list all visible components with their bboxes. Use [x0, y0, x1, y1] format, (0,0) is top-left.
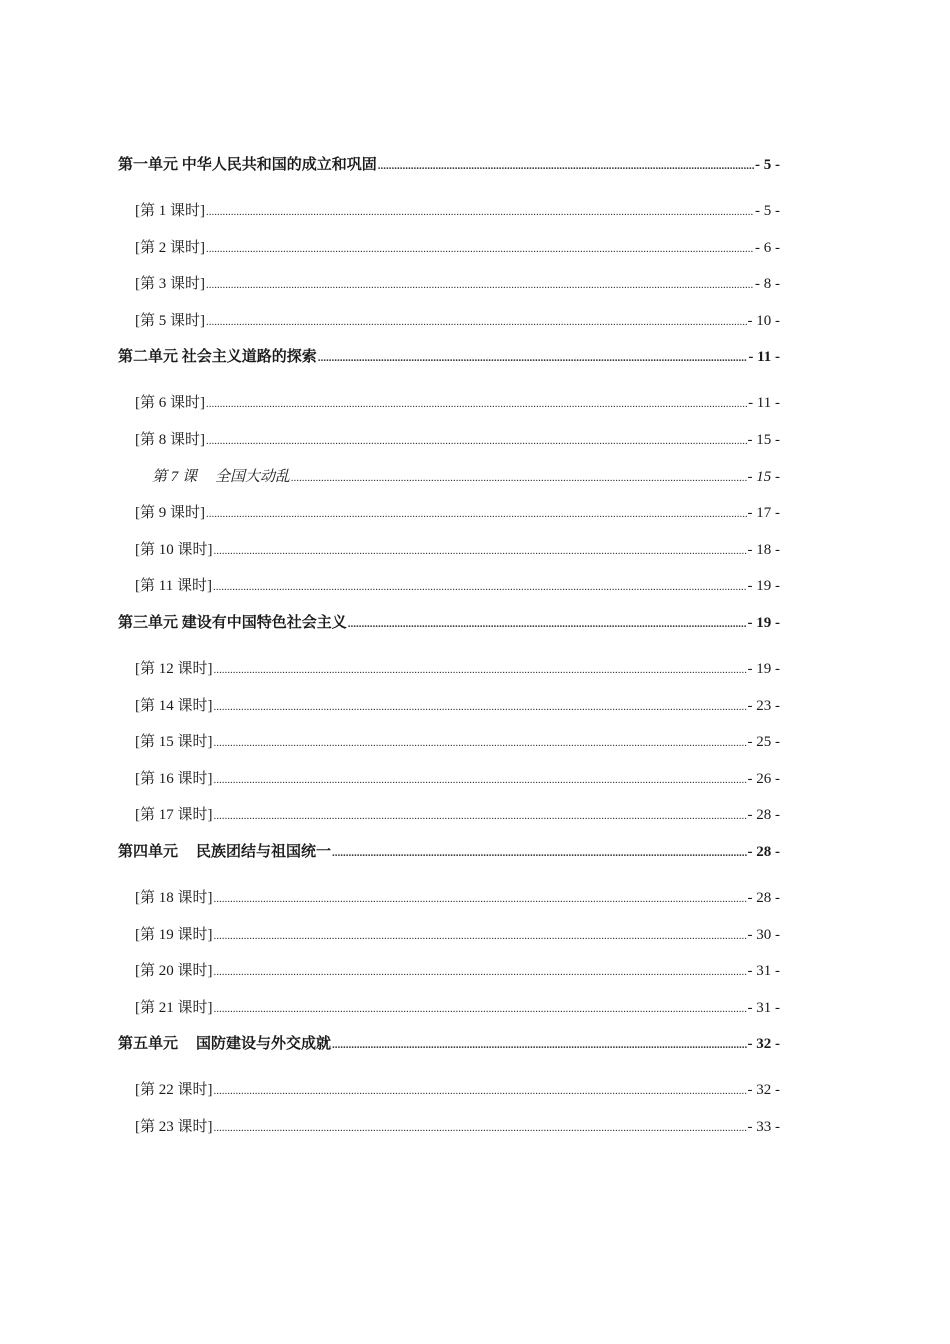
toc-entry-title: [135, 659, 213, 679]
toc-entry-title-text: [第 17 课时]: [135, 807, 213, 824]
toc-entry-title-text: 第 7 课: [152, 468, 198, 485]
toc-entry-title-text: [第 22 课时]: [135, 1082, 213, 1099]
dot-leader: [214, 770, 747, 790]
toc-page-number: - 11 -: [748, 349, 780, 366]
dot-leader: [206, 394, 747, 414]
toc-page-number: - 19 -: [747, 614, 780, 631]
toc-lesson-entry[interactable]: [118, 925, 780, 945]
toc-entry-title-text: [第 16 课时]: [135, 770, 213, 787]
toc-page-number: - 19 -: [747, 578, 780, 595]
toc-entry-title: [135, 430, 205, 450]
toc-page-number: - 30 -: [747, 926, 780, 943]
dot-leader: [214, 660, 747, 680]
toc-lesson-entry[interactable]: [118, 311, 780, 331]
toc-unit-entry[interactable]: [118, 842, 780, 862]
dot-leader: [214, 1081, 747, 1101]
toc-entry-title-text: [第 3 课时]: [135, 276, 205, 293]
toc-entry-title: [135, 540, 213, 560]
toc-entry-title: [118, 613, 347, 633]
toc-entry-title-text: [第 19 课时]: [135, 926, 213, 943]
toc-entry-title: [135, 238, 205, 258]
toc-lesson-entry[interactable]: [118, 732, 780, 752]
toc-entry-title: [135, 274, 205, 294]
toc-entry-title: [135, 888, 213, 908]
toc-entry-title: [118, 347, 317, 367]
toc-entry-title-text: [第 18 课时]: [135, 889, 213, 906]
toc-entry-title: [135, 1117, 213, 1137]
toc-page-number: - 5 -: [755, 203, 780, 219]
toc-entry-title-text: [第 10 课时]: [135, 541, 213, 558]
dot-leader: [214, 697, 747, 717]
toc-entry-title-text: [第 15 课时]: [135, 734, 213, 751]
table-of-contents: [118, 155, 780, 1153]
dot-leader: [214, 806, 747, 826]
dot-leader: [213, 577, 747, 597]
dot-leader: [214, 889, 747, 909]
dot-leader: [214, 962, 747, 982]
toc-entry-title: [135, 696, 213, 716]
toc-lesson-entry[interactable]: [118, 998, 780, 1018]
toc-entry-title-text: [第 14 课时]: [135, 697, 213, 714]
toc-entry-title-text: [第 6 课时]: [135, 395, 205, 412]
dot-leader: [206, 431, 747, 451]
toc-page-number: - 32 -: [747, 1036, 780, 1053]
toc-entry-title: [135, 805, 213, 825]
toc-entry-title: [135, 201, 205, 221]
toc-entry-title-text-2: 民族团结与祖国统一: [196, 843, 332, 860]
toc-page-number: - 31 -: [747, 999, 780, 1016]
toc-lesson-entry[interactable]: [118, 696, 780, 716]
toc-page-number: - 19 -: [747, 660, 780, 677]
toc-entry-title-text-2: 全国大动乱: [215, 468, 291, 485]
toc-lesson-entry[interactable]: [118, 238, 780, 258]
toc-entry-title-text: [第 2 课时]: [135, 239, 205, 256]
toc-lesson-entry[interactable]: [118, 1117, 780, 1137]
toc-entry-title-text: [第 21 课时]: [135, 999, 213, 1016]
toc-unit-entry[interactable]: [118, 155, 780, 175]
toc-lesson-entry[interactable]: [118, 393, 780, 413]
toc-lesson-entry[interactable]: [118, 503, 780, 523]
toc-entry-title-text: [第 8 课时]: [135, 431, 205, 448]
toc-entry-title: [135, 393, 205, 413]
dot-leader: [318, 348, 748, 368]
toc-page-number: - 26 -: [747, 770, 780, 787]
toc-page-number: - 23 -: [747, 697, 780, 714]
dot-leader: [291, 468, 746, 488]
toc-entry-title-text: 第五单元: [118, 1036, 179, 1053]
toc-entry-title: [135, 998, 213, 1018]
toc-entry-title: [152, 467, 290, 487]
toc-lesson-entry[interactable]: [118, 659, 780, 679]
dot-leader: [206, 202, 754, 222]
toc-page-number: - 15 -: [747, 431, 780, 448]
toc-entry-title: [135, 311, 205, 331]
toc-page-number: - 5 -: [755, 157, 780, 173]
dot-leader: [206, 275, 754, 295]
toc-entry-title-text: 第四单元: [118, 843, 179, 860]
toc-entry-title-text: 第一单元 中华人民共和国的成立和巩固: [118, 157, 377, 173]
dot-leader: [378, 156, 754, 176]
toc-unit-entry[interactable]: [118, 347, 780, 367]
toc-entry-title-text: 第二单元 社会主义道路的探索: [118, 349, 317, 366]
toc-entry-title-text: [第 9 课时]: [135, 505, 205, 522]
dot-leader: [214, 541, 747, 561]
toc-entry-title-text: [第 5 课时]: [135, 312, 205, 329]
toc-page-number: - 33 -: [747, 1118, 780, 1135]
dot-leader: [206, 312, 747, 332]
toc-page-number: - 15 -: [747, 468, 780, 485]
toc-entry-title: [135, 503, 205, 523]
toc-entry-title-text: [第 1 课时]: [135, 203, 205, 219]
toc-entry-title-text: [第 12 课时]: [135, 660, 213, 677]
dot-leader: [214, 926, 747, 946]
dot-leader: [332, 843, 746, 863]
dot-leader: [214, 999, 747, 1019]
toc-page-number: - 17 -: [747, 505, 780, 522]
dot-leader: [214, 733, 747, 753]
toc-entry-title: [135, 576, 212, 596]
toc-page-number: - 25 -: [747, 734, 780, 751]
toc-lesson-entry[interactable]: [118, 1080, 780, 1100]
toc-lesson-entry[interactable]: [118, 961, 780, 981]
dot-leader: [348, 614, 747, 634]
toc-page-number: - 32 -: [747, 1082, 780, 1099]
toc-entry-title-text: [第 11 课时]: [135, 578, 212, 595]
toc-lesson-entry[interactable]: [118, 201, 780, 221]
dot-leader: [206, 504, 747, 524]
toc-lesson-entry[interactable]: [118, 540, 780, 560]
dot-leader: [206, 239, 754, 259]
toc-page-number: - 31 -: [747, 963, 780, 980]
dot-leader: [332, 1035, 746, 1055]
toc-page-number: - 10 -: [747, 312, 780, 329]
dot-leader: [214, 1118, 747, 1138]
toc-sub-entry[interactable]: [118, 467, 780, 487]
toc-lesson-entry[interactable]: [118, 576, 780, 596]
toc-unit-entry[interactable]: [118, 613, 780, 633]
toc-entry-title: [118, 1034, 331, 1054]
toc-page-number: - 18 -: [747, 541, 780, 558]
toc-entry-title: [135, 925, 213, 945]
toc-page-number: - 6 -: [755, 239, 780, 256]
toc-lesson-entry[interactable]: [118, 805, 780, 825]
toc-entry-title: [118, 155, 377, 175]
toc-page-number: - 11 -: [748, 395, 780, 412]
toc-unit-entry[interactable]: [118, 1034, 780, 1054]
toc-page-number: - 8 -: [755, 276, 780, 293]
toc-entry-title: [135, 961, 213, 981]
toc-entry-title: [135, 1080, 213, 1100]
toc-page-number: - 28 -: [747, 807, 780, 824]
toc-entry-title: [135, 732, 213, 752]
toc-lesson-entry[interactable]: [118, 769, 780, 789]
toc-lesson-entry[interactable]: [118, 430, 780, 450]
toc-entry-title-text: [第 20 课时]: [135, 963, 213, 980]
toc-lesson-entry[interactable]: [118, 274, 780, 294]
toc-entry-title: [135, 769, 213, 789]
toc-entry-title: [118, 842, 331, 862]
toc-lesson-entry[interactable]: [118, 888, 780, 908]
toc-page-number: - 28 -: [747, 843, 780, 860]
toc-entry-title-text: [第 23 课时]: [135, 1118, 213, 1135]
toc-entry-title-text: 第三单元 建设有中国特色社会主义: [118, 614, 347, 631]
toc-page-number: - 28 -: [747, 889, 780, 906]
toc-entry-title-text-2: 国防建设与外交成就: [196, 1036, 332, 1053]
